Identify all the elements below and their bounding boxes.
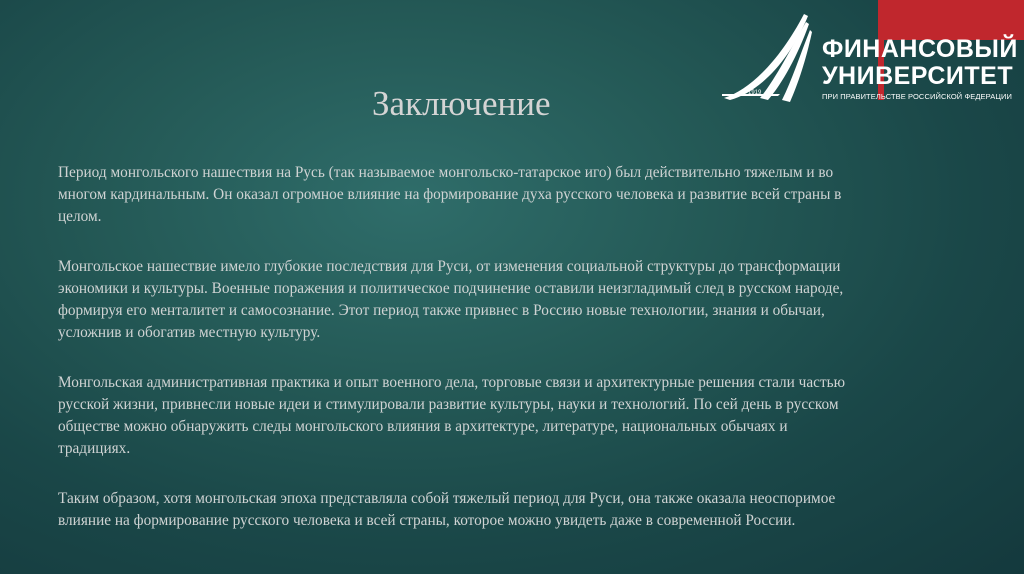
- university-logo-icon: [720, 10, 812, 102]
- logo-year: 1919: [748, 90, 762, 96]
- university-logo-text: [822, 36, 1022, 102]
- paragraph-4: Таким образом, хотя монгольская эпоха представляла собой тяжелый период для Руси, она также оказала неоспоримое влияние на формирование русского человека и всей страны, которое можно увидеть даже в современной России.: [58, 490, 836, 529]
- paragraph-1: Период монгольского нашествия на Русь (так называемое монгольско-татарское иго) был действительно тяжелым и во многом кардинальным. Он оказал огромное влияние на формирование духа русского человека и развитие всей страны в целом.: [58, 164, 842, 225]
- slide-title: Заключение: [372, 84, 551, 123]
- logo-accent-bar: [878, 0, 1024, 40]
- logo-line-3: ПРИ ПРАВИТЕЛЬСТВЕ РОССИЙСКОЙ ФЕДЕРАЦИИ: [822, 92, 1012, 101]
- paragraph-3: Монгольская административная практика и опыт военного дела, торговые связи и архитектурные решения стали частью русской жизни, привнесли новые идеи и стимулировали развитие культуры, науки и технологий. По сей день в русском обществе можно обнаружить следы монгольского влияния в архитектуре, литературе, национальных обычаях и традициях.: [58, 374, 846, 457]
- paragraph-2: Монгольское нашествие имело глубокие последствия для Руси, от изменения социальной структуры до трансформации экономики и культуры. Военные поражения и политическое подчинение оставили неизгладимый след в русском народе, формируя его менталитет и самосознание. Этот период также привнес в Россию новые технологии, знания и обычаи, усложнив и обогатив местную культуру.: [58, 258, 844, 341]
- slide-content: [58, 162, 848, 560]
- logo-line-1: ФИНАНСОВЫЙ: [822, 35, 1018, 63]
- logo-line-2: УНИВЕРСИТЕТ: [822, 62, 1014, 90]
